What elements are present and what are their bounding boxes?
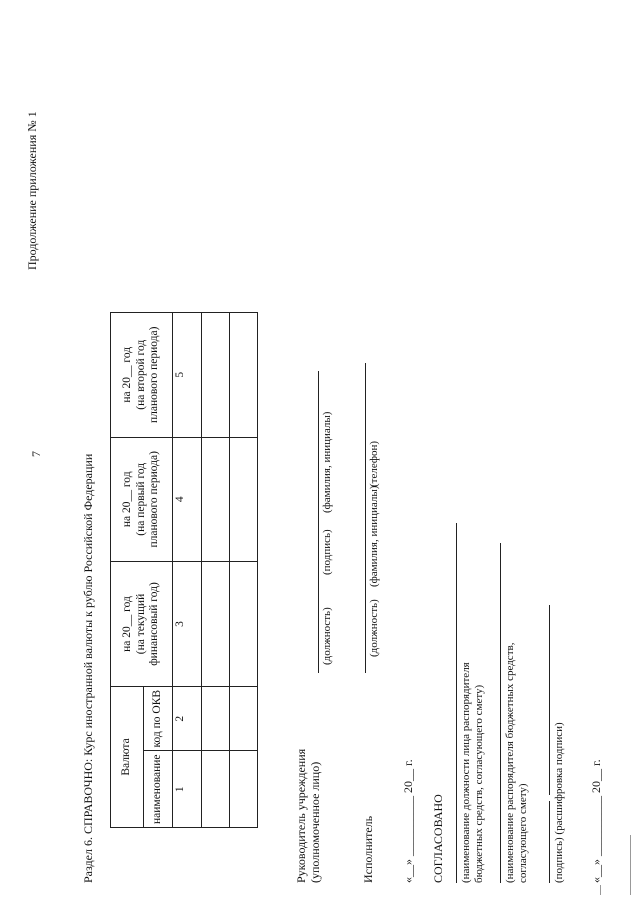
column-number-row <box>173 313 202 828</box>
performer-phone-line[interactable] <box>365 363 366 473</box>
agreed-organization-line[interactable] <box>500 543 501 883</box>
performer-caption-name: (фамилия, инициалы) <box>368 485 380 587</box>
table-cell[interactable] <box>202 562 230 687</box>
head-caption-name: (фамилия, инициалы) <box>321 411 333 513</box>
table-cell[interactable] <box>202 437 230 562</box>
table-cell[interactable] <box>230 562 258 687</box>
date-line-2[interactable]: «__» __________ 20__ г. <box>589 759 603 883</box>
column-number: 5 <box>173 313 202 438</box>
agreed-name-line[interactable] <box>549 605 550 795</box>
table-cell[interactable] <box>230 751 258 828</box>
table-cell[interactable] <box>230 313 258 438</box>
table-cell[interactable] <box>230 437 258 562</box>
table-cell[interactable] <box>230 686 258 751</box>
agreed-caption-organization: (наименование распорядителя бюджетных средств, согласующего смету) <box>504 642 529 883</box>
performer-position-line[interactable] <box>365 573 366 673</box>
table-row <box>202 313 230 828</box>
name-line[interactable] <box>318 371 319 489</box>
scan-artifact <box>630 835 631 895</box>
agreed-label: СОГЛАСОВАНО <box>431 794 445 883</box>
performer-label: Исполнитель <box>361 815 375 883</box>
column-number: 1 <box>173 751 202 828</box>
agreed-caption-position: (наименование должности лица распорядителя бюджетных средств, согласующего смету) <box>460 662 485 883</box>
date-line[interactable]: «__» __________ 20__ г. <box>401 759 415 883</box>
agreed-position-line[interactable] <box>456 523 457 883</box>
agreed-signature-line[interactable] <box>549 801 550 883</box>
appendix-note: Продолжение приложения № 1 <box>25 111 39 270</box>
page-number: 7 <box>29 451 43 457</box>
performer-caption-position: (должность) <box>368 599 380 657</box>
period-header-first: на 20__ год (на первый год планового периода) <box>111 437 173 562</box>
code-header: код по ОКВ <box>144 686 173 751</box>
performer-caption-phone: (телефон) <box>368 440 380 487</box>
head-label: Руководитель учреждения (уполномоченное лицо) <box>294 748 322 883</box>
currency-header: Валюта <box>111 686 144 827</box>
table-row <box>230 313 258 828</box>
head-caption-position: (должность) <box>321 607 333 665</box>
name-header: наименование <box>144 751 173 828</box>
performer-name-line[interactable] <box>365 473 366 573</box>
period-header-current: на 20__ год (на текущий финансовый год) <box>111 562 173 687</box>
agreed-caption-signature: (подпись) (расшифровка подписи) <box>553 722 565 883</box>
column-number: 4 <box>173 437 202 562</box>
column-number: 2 <box>173 686 202 751</box>
table-cell[interactable] <box>202 313 230 438</box>
position-line[interactable] <box>318 573 319 673</box>
currency-rate-table <box>110 312 258 828</box>
table-cell[interactable] <box>202 686 230 751</box>
period-header-second: на 20__ год (на второй год планового периода) <box>111 313 173 438</box>
signature-line[interactable] <box>318 489 319 573</box>
head-caption-signature: (подпись) <box>321 529 333 575</box>
table-header-row <box>111 313 144 828</box>
section-title: Раздел 6. СПРАВОЧНО: Курс иностранной валюты к рублю Российской Федерации <box>81 453 95 883</box>
table-cell[interactable] <box>202 751 230 828</box>
column-number: 3 <box>173 562 202 687</box>
scan-artifact <box>600 885 601 895</box>
